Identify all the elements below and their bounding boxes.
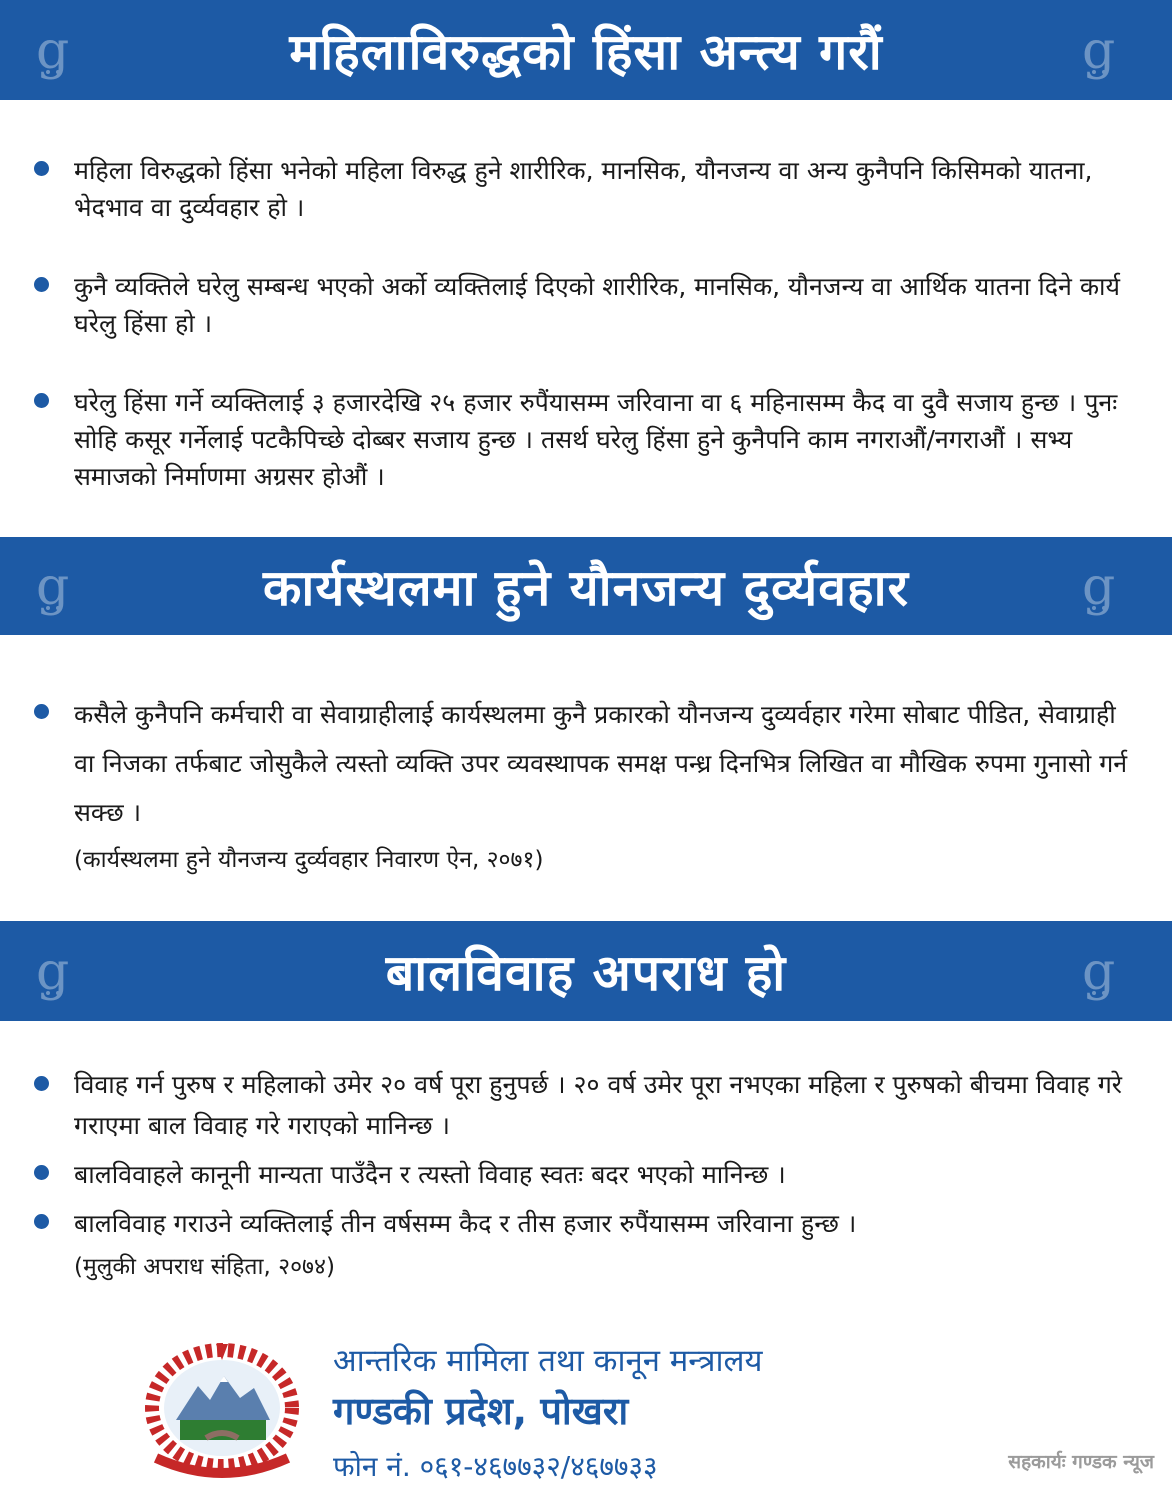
section-3-title: बालविवाह अपराध हो <box>385 944 787 1002</box>
watermark-logo-icon <box>28 556 98 616</box>
section-1-body <box>34 152 1144 495</box>
list-item: कसैले कुनैपनि कर्मचारी वा सेवाग्राहीलाई कार्यस्थलमा कुनै प्रकारको यौनजन्य दुव्यर्वहार गरेमा सोबाट पीडित, सेवाग्राही वा निजका तर्फबाट जोसुकैले त्यस्तो व्यक्ति उपर व्यवस्थापक समक्ष पन्ध्र दिनभित्र लिखित वा मौखिक रुपमा गुनासो गर्न सक्छ । <box>34 690 1144 837</box>
province-name: गण्डकी प्रदेश, पोखरा <box>333 1389 629 1433</box>
bullet-dot-icon <box>34 277 49 292</box>
legal-reference: (मुलुकी अपराध संहिता, २०७४) <box>74 1254 335 1280</box>
section-1-banner <box>0 0 1172 100</box>
watermark-logo-icon <box>1074 941 1144 1001</box>
bullet-dot-icon <box>34 393 49 408</box>
section-3-banner <box>0 921 1172 1021</box>
bullet-dot-icon <box>34 704 49 719</box>
section-1-title: महिलाविरुद्धको हिंसा अन्त्य गरौं <box>289 23 883 81</box>
svg-text:g: g <box>1082 21 1116 80</box>
watermark-logo-icon <box>1074 556 1144 616</box>
section-2-body <box>34 690 1144 877</box>
svg-text:g: g <box>36 21 70 80</box>
section-3-body <box>34 1064 1144 1284</box>
section-2-title: कार्यस्थलमा हुने यौनजन्य दुर्व्यवहार <box>263 559 909 617</box>
watermark-logo-icon <box>28 941 98 1001</box>
phone-number: फोन नं. ०६१-४६७७३२/४६७७३३ <box>333 1450 658 1483</box>
legal-reference: (कार्यस्थलमा हुने यौनजन्य दुर्व्यवहार निवारण ऐन, २०७१) <box>74 847 544 873</box>
list-item: महिला विरुद्धको हिंसा भनेको महिला विरुद्ध हुने शारीरिक, मानसिक, यौनजन्य वा अन्य कुनैपनि किसिमको यातना, भेदभाव वा दुर्व्यवहार हो । <box>34 152 1144 226</box>
watermark-logo-icon <box>28 20 98 80</box>
ministry-name: आन्तरिक मामिला तथा कानून मन्त्रालय <box>333 1343 763 1379</box>
list-item: कुनै व्यक्तिले घरेलु सम्बन्ध भएको अर्को व्यक्तिलाई दिएको शारीरिक, मानसिक, यौनजन्य वा आर्थिक यातना दिने कार्य घरेलु हिंसा हो । <box>34 268 1144 342</box>
list-item: घरेलु हिंसा गर्ने व्यक्तिलाई ३ हजारदेखि २५ हजार रुपैंयासम्म जरिवाना वा ६ महिनासम्म कैद वा दुवै सजाय हुन्छ । पुनः सोहि कसूर गर्नेलाई पटकैपिच्छे दोब्बर सजाय हुन्छ । तसर्थ घरेलु हिंसा हुने कुनैपनि काम नगराऔं/नगराऔं । सभ्य समाजको निर्माणमा अग्रसर होऔं । <box>34 384 1144 495</box>
list-item: बालविवाह गराउने व्यक्तिलाई तीन वर्षसम्म कैद र तीस हजार रुपैंयासम्म जरिवाना हुन्छ । <box>34 1205 1144 1242</box>
collaboration-credit: सहकार्यः गण्डक न्यूज <box>1008 1451 1154 1473</box>
bullet-dot-icon <box>34 1165 49 1180</box>
list-item: बालविवाहले कानूनी मान्यता पाउँदैन र त्यस्तो विवाह स्वतः बदर भएको मानिन्छ । <box>34 1156 1144 1193</box>
watermark-logo-icon <box>1074 20 1144 80</box>
list-item: विवाह गर्न पुरुष र महिलाको उमेर २० वर्ष पूरा हुनुपर्छ । २० वर्ष उमेर पूरा नभएका महिला र पुरुषको बीचमा विवाह गरे गराएमा बाल विवाह गरे गराएको मानिन्छ । <box>34 1064 1144 1146</box>
bullet-dot-icon <box>34 1076 49 1091</box>
svg-text:g: g <box>36 557 70 616</box>
svg-text:g: g <box>1082 557 1116 616</box>
nepal-government-emblem-icon <box>136 1338 308 1488</box>
section-2-banner <box>0 537 1172 635</box>
svg-text:g: g <box>1082 942 1116 1001</box>
bullet-dot-icon <box>34 161 49 176</box>
ministry-contact-block <box>333 1338 763 1490</box>
bullet-dot-icon <box>34 1214 49 1229</box>
svg-text:g: g <box>36 942 70 1001</box>
